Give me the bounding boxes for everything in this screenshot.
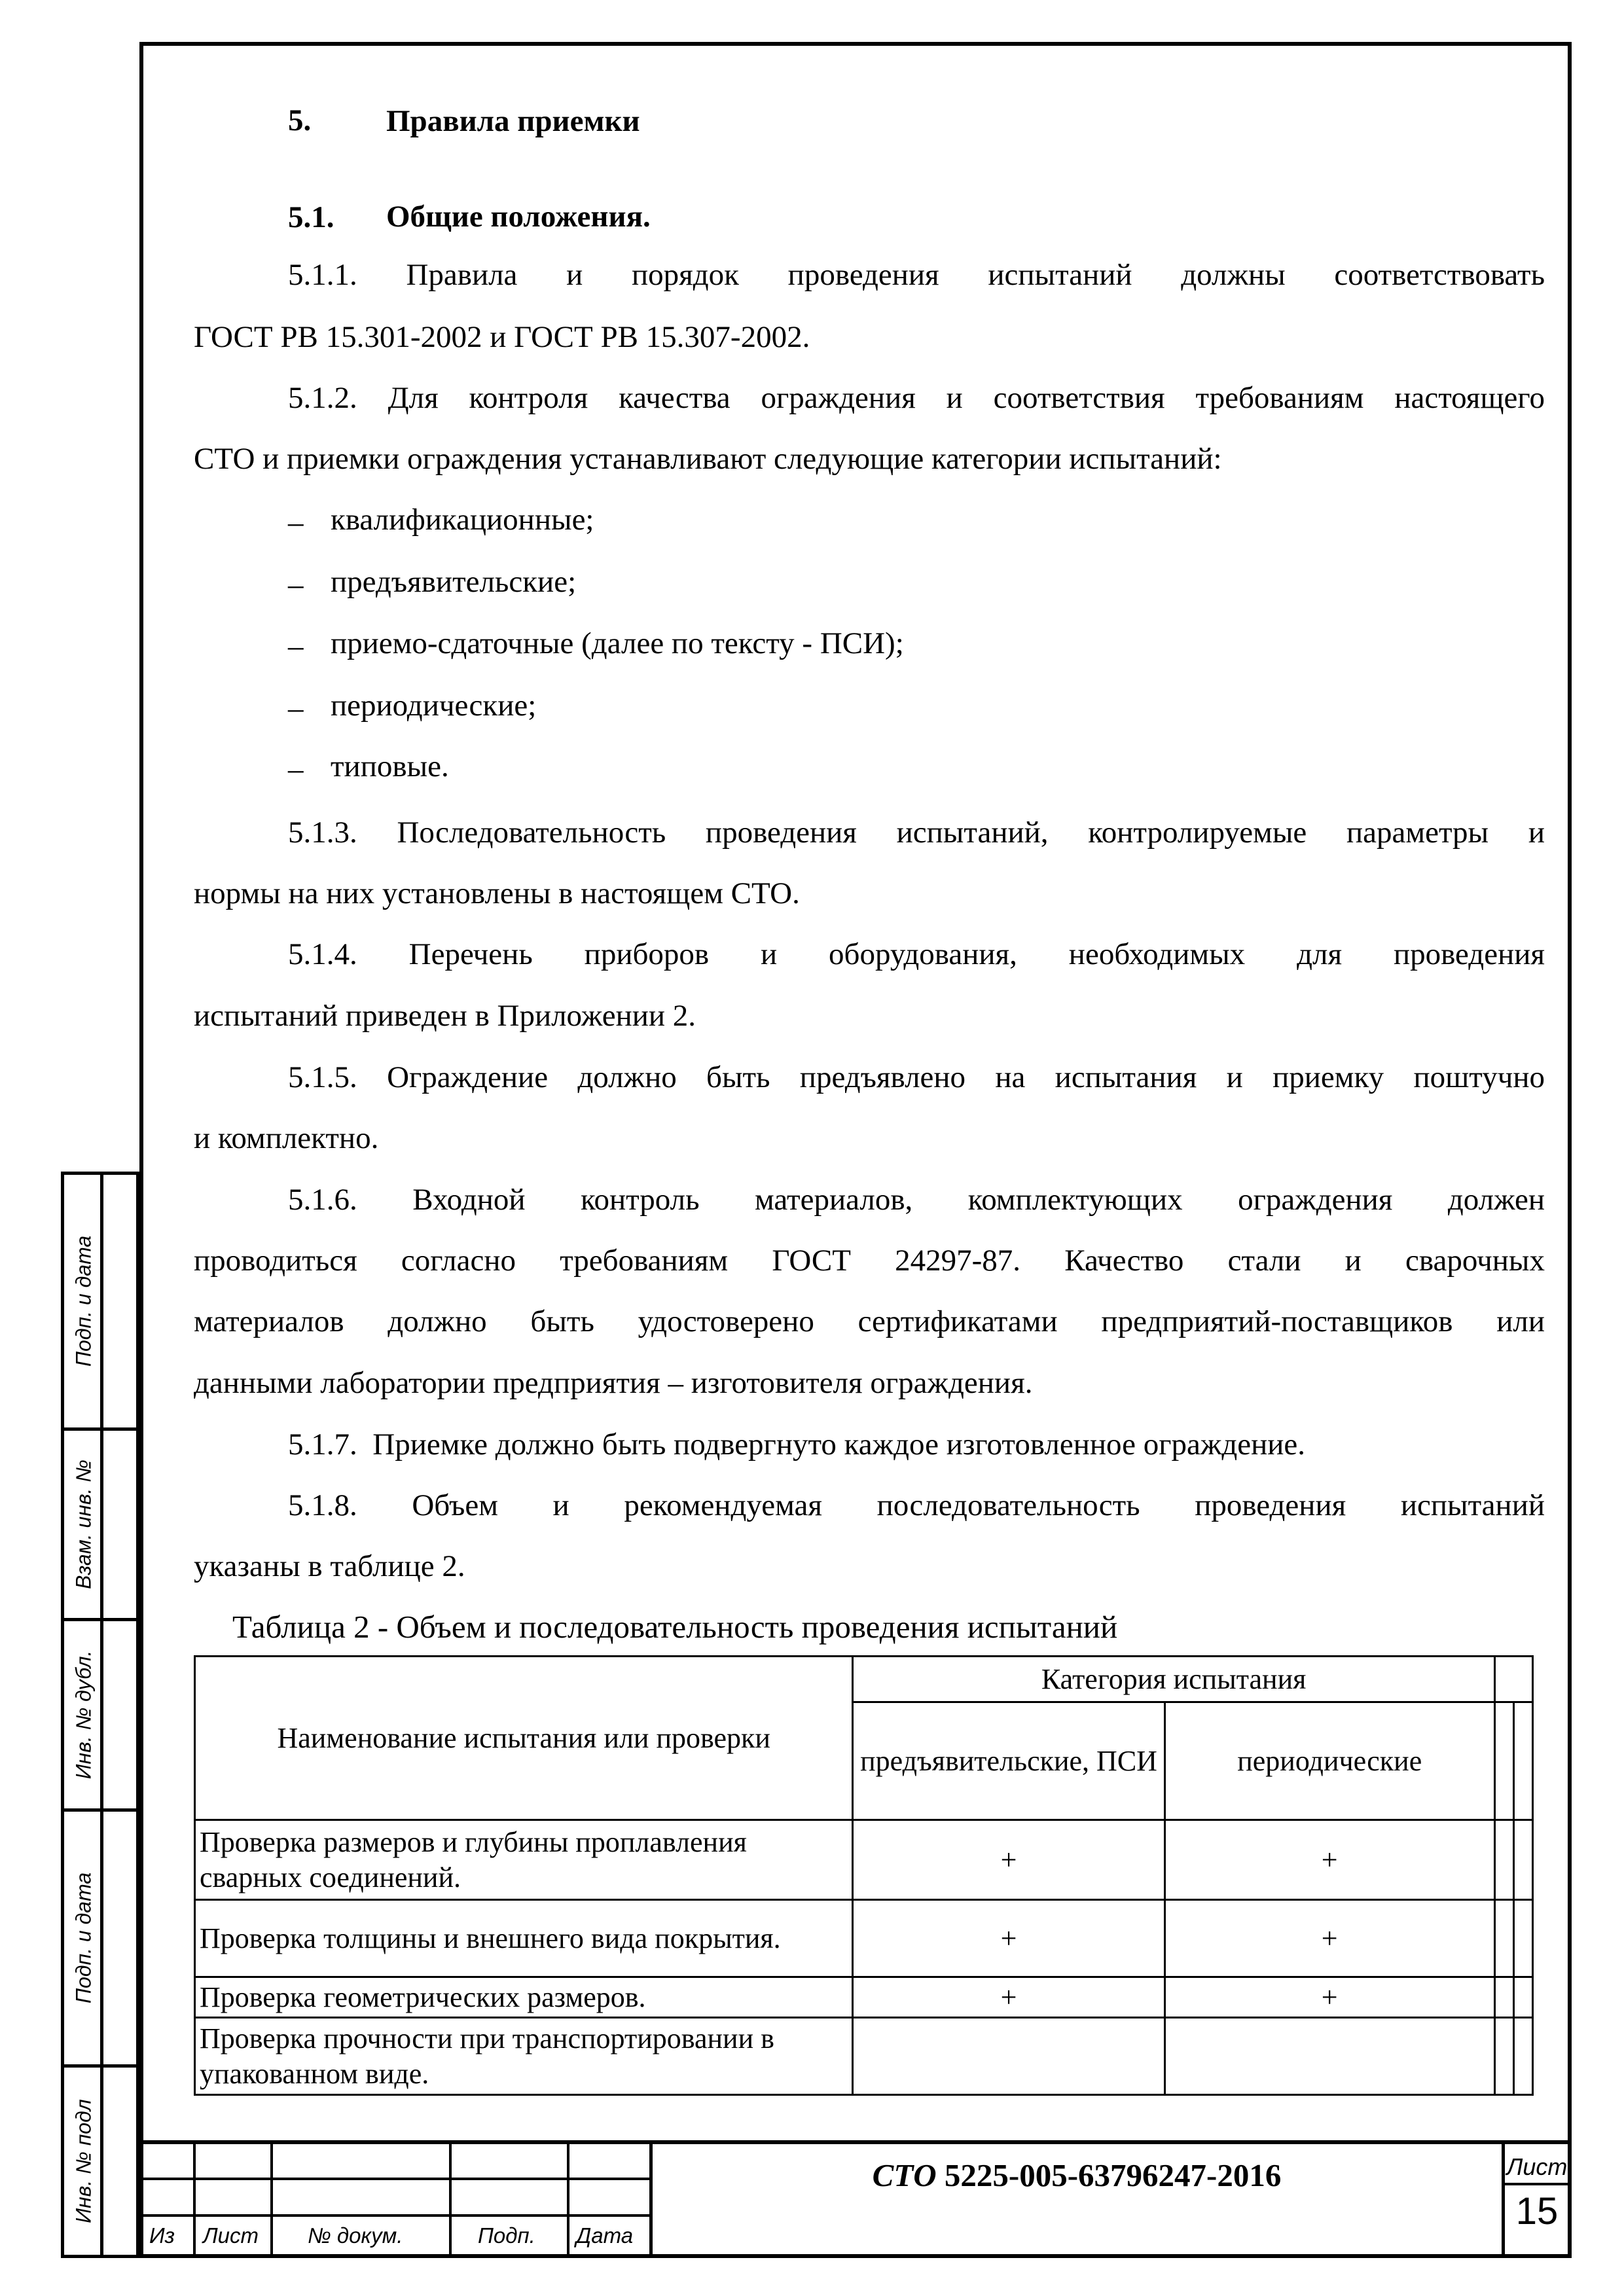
paragraph-5-1-4-line2: испытаний приведен в Приложении 2. — [194, 999, 696, 1033]
binding-label-podp-data-2: Подп. и дата — [71, 1872, 96, 2004]
paragraph-5-1-4-line1: 5.1.4. Перечень приборов и оборудования, необходимых для проведения — [288, 937, 1545, 971]
table-header-name: Наименование испытания или проверки — [195, 1657, 853, 1820]
list-item: предъявительские; — [331, 565, 577, 599]
sheet-number: 15 — [1515, 2190, 1559, 2233]
paragraph-5-1-1-line1: 5.1.1. Правила и порядок проведения испытаний должны соответствовать — [288, 258, 1545, 292]
title-block-label-data: Дата — [576, 2223, 634, 2248]
list-item: типовые. — [331, 749, 449, 783]
table-cell-name: Проверка геометрических размеров. — [195, 1977, 853, 2018]
table-caption: Таблица 2 - Объем и последовательность проведения испытаний — [232, 1609, 1118, 1645]
table-cell-c2: + — [1164, 1977, 1494, 2018]
title-block-label-iz: Из — [149, 2223, 175, 2248]
table-cell-c1 — [853, 2018, 1164, 2095]
paragraph-5-1-3-line2: нормы на них установлены в настоящем СТО. — [194, 876, 800, 910]
table-cell-c2: + — [1164, 1900, 1494, 1977]
list-marker: – — [288, 505, 304, 539]
list-item: приемо-сдаточные (далее по тексту - ПСИ); — [331, 626, 904, 660]
paragraph-5-1-6-line1: 5.1.6. Входной контроль материалов, комплектующих ограждения должен — [288, 1183, 1545, 1217]
list-marker: – — [288, 567, 304, 601]
paragraph-5-1-1-line2: ГОСТ РВ 15.301-2002 и ГОСТ РВ 15.307-2002. — [194, 320, 810, 354]
paragraph-5-1-5-line1: 5.1.5. Ограждение должно быть предъявлено на испытания и приемку поштучно — [288, 1060, 1545, 1094]
table-row — [195, 1900, 1533, 1977]
table-cell-c1: + — [853, 1977, 1164, 2018]
list-marker: – — [288, 629, 304, 663]
title-block-label-list: Лист — [203, 2223, 259, 2248]
subsection-title: Общие положения. — [386, 200, 651, 234]
binding-cell-podp-data-1 — [61, 1172, 139, 1431]
title-block-label-podp: Подп. — [478, 2223, 535, 2248]
subsection-number: 5.1. — [288, 200, 334, 234]
table-cell-c2 — [1164, 2018, 1494, 2095]
paragraph-5-1-2-line1: 5.1.2. Для контроля качества ограждения и соответствия требованиям настоящего — [288, 381, 1545, 415]
paragraph-5-1-8-line2: указаны в таблице 2. — [194, 1549, 465, 1583]
table-cell-name: Проверка размеров и глубины проплавления сварных соединений. — [195, 1820, 853, 1900]
binding-label-podp-data-1: Подп. и дата — [71, 1235, 96, 1367]
table-row — [195, 1820, 1533, 1900]
binding-label-inv-podl: Инв. № подл — [71, 2099, 96, 2223]
sheet-label: Лист — [1506, 2153, 1568, 2180]
table-header-col2: периодические — [1164, 1702, 1494, 1820]
section-number: 5. — [288, 103, 312, 137]
table-header-col1: предъявительские, ПСИ — [853, 1702, 1164, 1820]
paragraph-5-1-6-line2: проводиться согласно требованиям ГОСТ 24297-87. Качество стали и сварочных — [194, 1244, 1545, 1278]
list-item: периодические; — [331, 689, 537, 723]
table-cell-c1: + — [853, 1820, 1164, 1900]
paragraph-5-1-2-line2: СТО и приемки ограждения устанавливают следующие категории испытаний: — [194, 442, 1222, 476]
paragraph-5-1-6-line3: материалов должно быть удостоверено сертификатами предприятий-поставщиков или — [194, 1304, 1545, 1338]
title-block-label-doc: № докум. — [308, 2223, 403, 2248]
table-cell-c1: + — [853, 1900, 1164, 1977]
paragraph-5-1-5-line2: и комплектно. — [194, 1121, 379, 1155]
binding-cell-podp-data-2 — [61, 1808, 139, 2068]
list-item: квалификационные; — [331, 503, 594, 537]
list-marker: – — [288, 752, 304, 786]
binding-cell-vzam-inv — [61, 1427, 139, 1621]
document-code: СТО 5225-005-63796247-2016 — [872, 2157, 1282, 2193]
table-row — [195, 1977, 1533, 2018]
table-cell-name: Проверка толщины и внешнего вида покрытия. — [195, 1900, 853, 1977]
table-header-row — [195, 1657, 1533, 1702]
test-table — [194, 1655, 1534, 2096]
paragraph-5-1-6-line4: данными лаборатории предприятия – изготовителя ограждения. — [194, 1366, 1033, 1400]
table-cell-name: Проверка прочности при транспортировании в упакованном виде. — [195, 2018, 853, 2095]
paragraph-5-1-8-line1: 5.1.8. Объем и рекомендуемая последовательность проведения испытаний — [288, 1488, 1545, 1522]
table-header-extra — [1494, 1657, 1532, 1702]
section-title: Правила приемки — [386, 104, 640, 138]
binding-cell-inv-dubl — [61, 1618, 139, 1812]
list-marker: – — [288, 691, 304, 725]
table-header-category: Категория испытания — [853, 1657, 1494, 1702]
table-row — [195, 2018, 1533, 2095]
binding-label-inv-dubl: Инв. № дубл. — [71, 1650, 96, 1780]
paragraph-5-1-7-line1: 5.1.7. Приемке должно быть подвергнуто каждое изготовленное ограждение. — [288, 1427, 1306, 1462]
binding-cell-inv-podl — [61, 2064, 139, 2258]
paragraph-5-1-3-line1: 5.1.3. Последовательность проведения испытаний, контролируемые параметры и — [288, 816, 1545, 850]
table-cell-c2: + — [1164, 1820, 1494, 1900]
binding-label-vzam-inv: Взам. инв. № — [71, 1460, 96, 1589]
